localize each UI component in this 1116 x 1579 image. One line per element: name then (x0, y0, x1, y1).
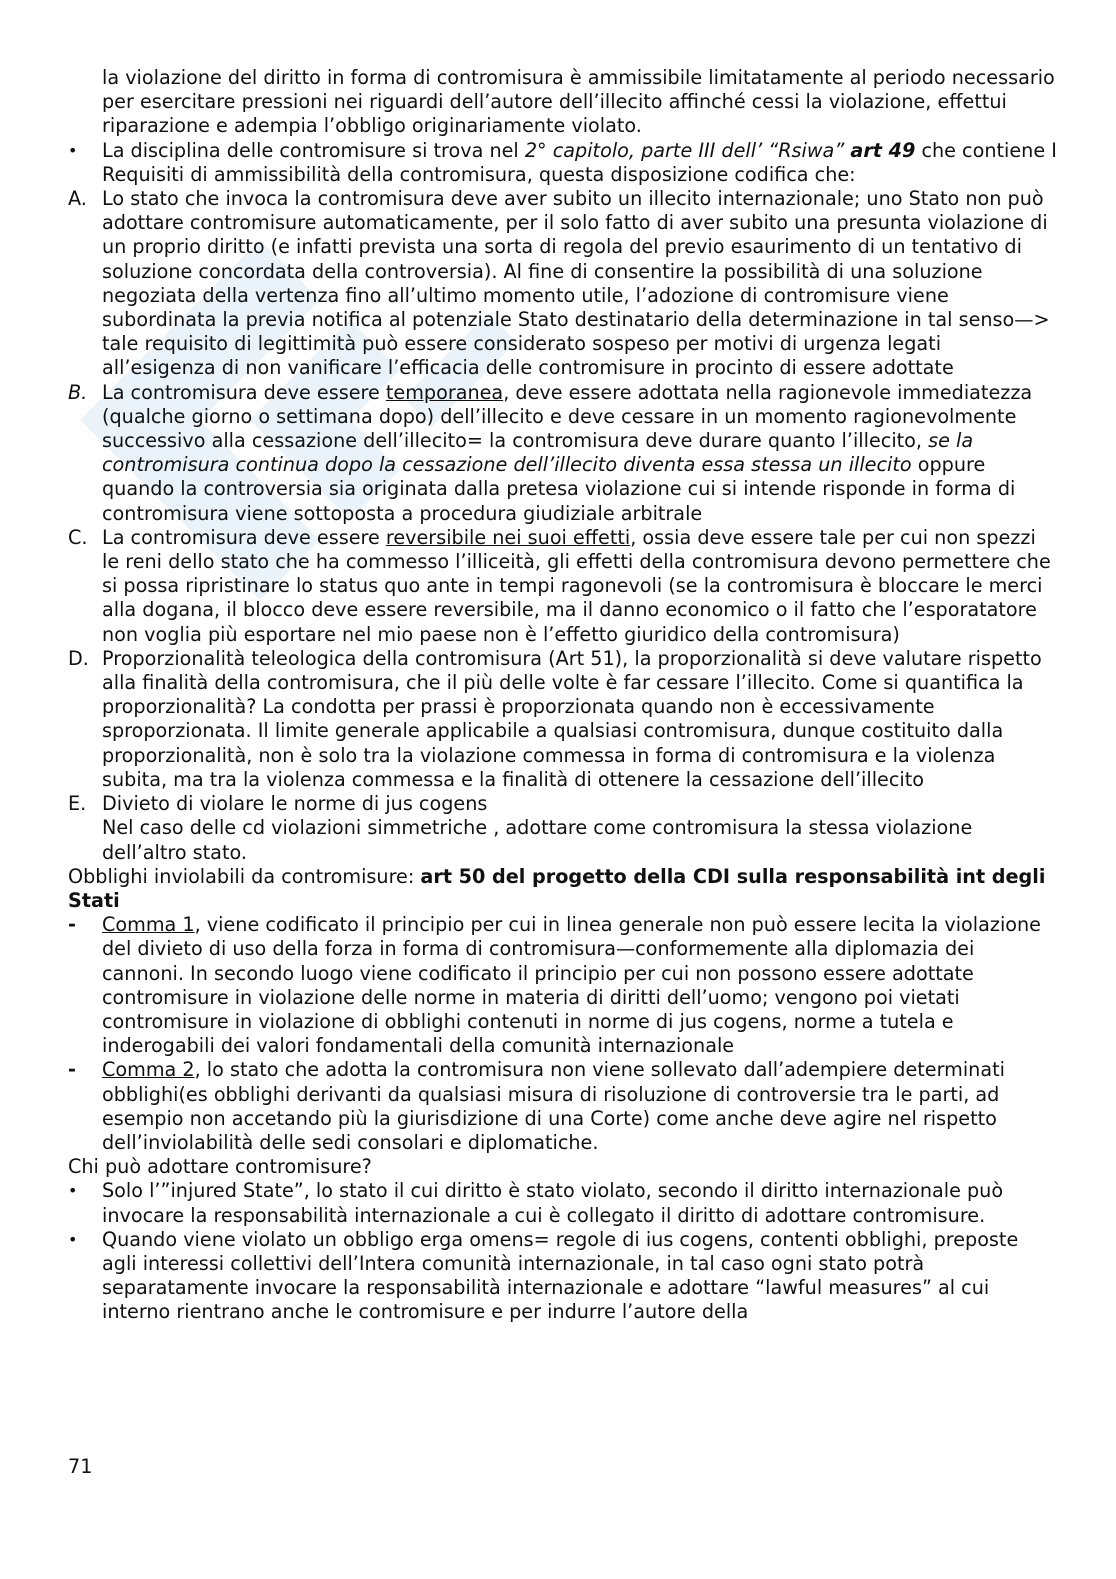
page-content (68, 66, 1058, 1325)
list-item-c: C. La contromisura deve essere reversibile nei suoi effetti, ossia deve essere tale per cui non spezzi le reni dello stato che ha commesso l’illiceità, gli effetti della contromisura devono permettere che si possa ripristinare lo status quo ante in tempi ragonevoli (se la contromisura è bloccare le merci alla dogana, il blocco deve essere reversibile, ma il danno economico o il fatto che l’esporatatore non voglia più esportare nel mio paese non è l’effetto giuridico della contromisura) (68, 525, 1051, 646)
page-number: 71 (68, 1455, 93, 1478)
list-item-b: B. La contromisura deve essere temporanea, deve essere adottata nella ragionevole immediatezza (qualche giorno o settimana dopo) dell’illecito e deve cessare in un momento ragionevolmente successivo alla cessazione dell’illecito= la contromisura deve durare quanto l’illecito, se la contromisura continua dopo la cessazione dell’illecito diventa essa stessa un illecito oppure quando la controversia sia originata dalla pretesa violazione cui si intende risponde in forma di contromisura viene sottoposta a procedura giudiziale arbitrale (68, 380, 1033, 525)
bullet-icon: • (68, 1181, 78, 1201)
list-item-e: E. Divieto di violare le norme di jus cogens Nel caso delle cd violazioni simmetriche , adottare come contromisura la stessa violazione dell’altro stato. (68, 792, 973, 864)
dash-item-comma-1: - Comma 1, viene codificato il principio per cui in linea generale non può essere lecita la violazione del divieto di uso della forza in forma di contromisura—conformemente alla diplomazia dei cannoni. In secondo luogo viene codificato il principio per cui non possono essere adottate contromisure in violazione delle norme in materia di diritti dell’uomo; vengono poi vietati contromisure in violazione di obblighi contenuti in norme di jus cogens, norme a tutela e inderogabili dei valori fondamentali della comunità internazionale (68, 913, 1041, 1058)
list-item-a: A. Lo stato che invoca la contromisura deve aver subito un illecito internazionale; uno Stato non può adottare contromisure automaticamente, per il solo fatto di aver subito una presunta violazione di un proprio diritto (e infatti prevista una sorta di regola del previo esaurimento di un tentativo di soluzione concordata della controversia). Al fine di consentire la possibilità di una soluzione negoziata della vertenza fino all’ultimo momento utile, l’adozione di contromisure viene subordinata la previa notifica al potenziale Stato destinatario della determinazione in tal senso—> tale requisito di legittimità può essere considerato sospeso per motivi di urgenza legati all’esigenza di non vanificare l’efficacia delle contromisure in procinto di essere adottate (68, 187, 1050, 380)
bullet-item-injured-state: • Solo l’”injured State”, lo stato il cui diritto è stato violato, secondo il diritto internazionale può invocare la responsabilità internazionale a cui è collegato il diritto di adottare contromisure. (68, 1179, 1004, 1227)
paragraph-intro: la violazione del diritto in forma di contromisura è ammissibile limitatamente al periodo necessario per esercitare pressioni nei riguardi dell’autore dell’illecito affinché cessi la violazione, effettui riparazione e adempia l’obbligo originariamente violato. (102, 66, 1055, 138)
bullet-icon: • (68, 140, 78, 160)
dash-icon: - (68, 913, 76, 937)
bullet-icon: • (68, 1229, 78, 1249)
dash-icon: - (68, 1058, 76, 1082)
bullet-item-erga-omnes: • Quando viene violato un obbligo erga omens= regole di ius cogens, contenti obblighi, preposte agli interessi collettivi dell’Intera comunità internazionale, in tal caso ogni stato potrà separatamente invocare la responsabilità internazionale e adottare “lawful measures” al cui interno rientrano anche le contromisure e per indurre l’autore della (68, 1227, 1019, 1324)
bullet-item-disciplina: • La disciplina delle contromisure si trova nel 2° capitolo, parte III dell’ “Rsiwa” art 49 che contiene I Requisiti di ammissibilità della contromisura, questa disposizione codifica che: (68, 138, 1057, 186)
paragraph-obblighi: Obblighi inviolabili da contromisure: art 50 del progetto della CDI sulla responsabilità int degli Stati (68, 864, 1046, 912)
dash-item-comma-2: - Comma 2, lo stato che adotta la contromisura non viene sollevato dall’adempiere determinati obblighi(es obblighi derivanti da qualsiasi misura di risoluzione di controversie tra le parti, ad esempio non accetando più la giurisdizione di una Corte) come anche deve agire nel rispetto dell’inviolabilità delle sedi consolari e diplomatiche. (68, 1058, 1005, 1154)
paragraph-chi-puo: Chi può adottare contromisure? (68, 1155, 372, 1179)
list-item-d: D. Proporzionalità teleologica della contromisura (Art 51), la proporzionalità si deve valutare rispetto alla finalità della contromisura, che il più delle volte è far cessare l’illecito. Come si quantifica la proporzionalità? La condotta per prassi è proporzionata quando non è eccessivamente sproporzionata. Il limite generale applicabile a qualsiasi contromisura, dunque costituito dalla proporzionalità, non è solo tra la violazione commessa in forma di contromisura e la violenza subita, ma tra la violenza commessa e la finalità di ottenere la cessazione dell’illecito (68, 646, 1042, 791)
